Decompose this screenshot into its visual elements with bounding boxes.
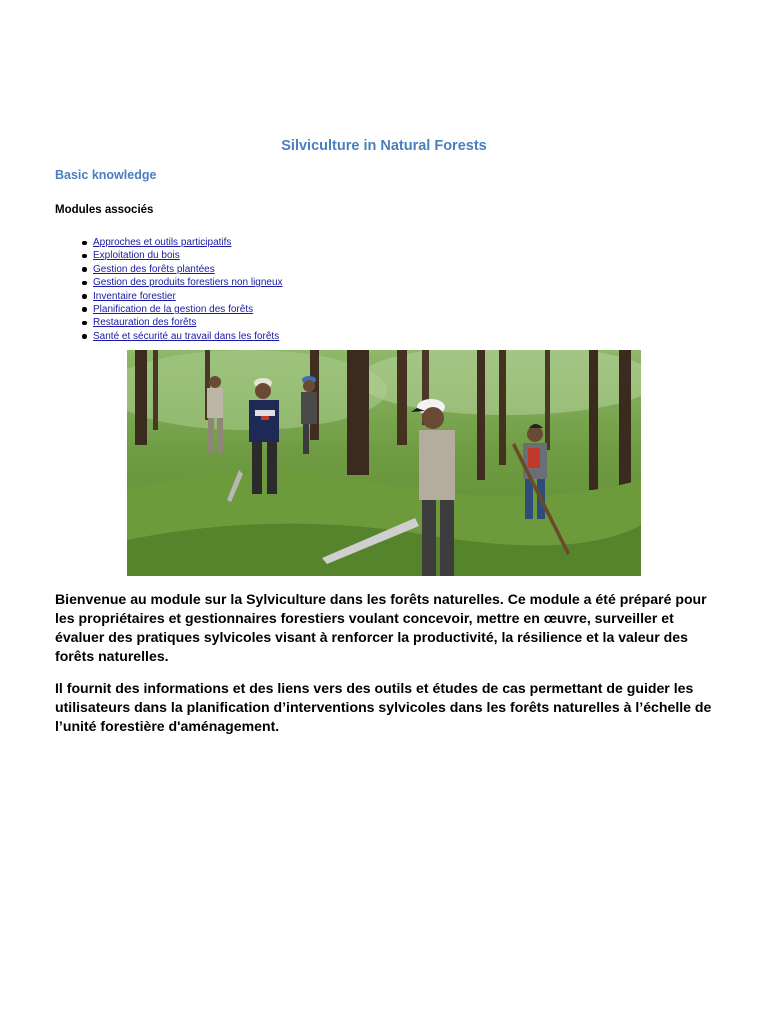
section-title: Basic knowledge (55, 168, 157, 182)
module-link-planification[interactable]: Planification de la gestion des forêts (93, 303, 254, 315)
list-item (93, 303, 283, 316)
forest-workers-photo (127, 350, 641, 576)
list-item (93, 330, 283, 343)
module-link-pfnl[interactable]: Gestion des produits forestiers non ligneux (93, 277, 283, 289)
module-link-sante-securite[interactable]: Santé et sécurité au travail dans les forêts (93, 330, 280, 342)
page-title: Silviculture in Natural Forests (281, 138, 487, 154)
module-link-approches[interactable]: Approches et outils participatifs (93, 237, 232, 248)
list-item (93, 290, 283, 303)
list-item (93, 276, 283, 289)
module-link-forets-plantees[interactable]: Gestion des forêts plantées (93, 263, 215, 275)
module-link-inventaire[interactable]: Inventaire forestier (93, 290, 176, 302)
list-item (93, 263, 283, 276)
module-link-restauration[interactable]: Restauration des forêts (93, 317, 197, 329)
modules-heading: Modules associés (55, 204, 154, 216)
intro-paragraph-2: Il fournit des informations et des liens vers des outils et études de cas permettant de guider les utilisateurs dans la planification d’interventions sylvicoles dans les forêts naturelles à l’échelle de l’unité forestière d'aménagement. (55, 680, 712, 734)
list-item (93, 236, 283, 249)
modules-list (55, 236, 283, 343)
list-item (93, 249, 283, 262)
list-item (93, 316, 283, 329)
intro-paragraph-1: Bienvenue au module sur la Sylviculture dans les forêts naturelles. Ce module a été préparé pour les propriétaires et gestionnaires forestiers voulant concevoir, mettre en œuvre, surveiller et évaluer des pratiques sylvicoles visant à renforcer la productivité, la résilience et la valeur des forêts naturelles. (55, 591, 707, 664)
module-link-exploitation[interactable]: Exploitation du bois (93, 250, 180, 262)
